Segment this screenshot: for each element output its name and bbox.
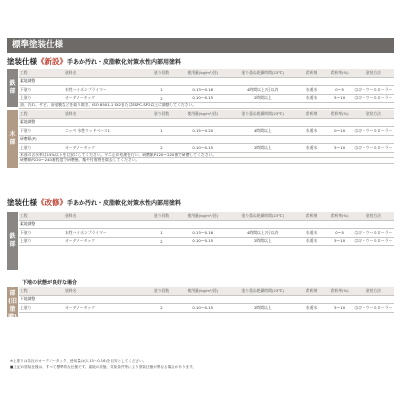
table-cell: 4時間以上 [229,127,297,136]
table-note: 木部の含水率は15%以下を目安にしてください。ヤニ止め処理を行い、研磨紙P120〜220番で研磨してください。 [19,152,394,158]
table-header-cell: 使用量(kg/m²/回) [177,287,230,295]
table-cell: はけ・ウールローラー [353,144,394,153]
page-title: 標準塗装仕様 [7,38,394,53]
side-char: 部 [9,241,16,248]
table-cell: 水道水 [297,144,327,153]
section-repair-prefix: 塗装仕様 [7,198,37,207]
table-cell [353,118,394,127]
table-cell: はけ・ウールローラー [353,86,394,95]
table-cell [147,77,177,86]
table-header-cell: 塗装方法 [353,287,394,295]
footnote: ■上記の塗装仕様は、すべて標準的な仕様です。素地の状態、気象条件等により塗装仕様が異なる場合があります。 [10,364,197,369]
table-header-cell: 塗装方法 [353,212,394,220]
table-cell [177,295,230,304]
table-cell: 4時間以上7日以内 [229,86,297,95]
table-header-row [19,110,394,118]
table-header-row [19,69,394,77]
table-row [19,295,394,304]
table-cell: 上塗り [19,304,64,313]
table-header-cell: 塗り回数 [147,110,177,118]
section-repair-subtitle: 手あか汚れ・皮脂軟化対策水性内部用塗料 [67,200,182,207]
table-cell [64,295,147,304]
table-cell: 水性ハイポンプライマー [64,86,147,95]
table-cell [297,135,327,144]
table-cell: 2 [147,304,177,313]
table-cell: はけ・ウールローラー [353,237,394,246]
table-cell: 0〜5 [327,229,353,238]
table-header-row [19,212,394,220]
new-metal-side-label [7,69,18,107]
repair-metal-block [7,212,394,270]
table-row [19,237,394,246]
table-cell [147,295,177,304]
table-header-cell: 希釈率(%) [327,287,353,295]
table-cell [297,118,327,127]
table-cell: 下地調整 [19,295,64,304]
table-row [19,229,394,238]
table-cell [64,77,147,86]
table-cell: 上塗り [19,237,64,246]
wood-good-heading: 下地の状態が良好な場合 [22,280,78,286]
table-header-cell: 塗料名 [64,287,147,295]
table-cell: 0.10〜0.15 [177,304,230,313]
table-cell: 素地調整 [19,118,64,127]
footnotes [10,359,390,370]
table-header-cell: 希釈剤 [297,69,327,77]
table-header-cell: 工程 [19,287,64,295]
table-cell [229,77,297,86]
table-cell [64,220,147,229]
table-header-cell: 塗料名 [64,110,147,118]
new-wood-side-label [7,110,18,168]
table-cell: ニッペ 水性ウッドベース1 [64,127,147,136]
table-cell: 1 [147,86,177,95]
table-cell: 素地調整 [19,77,64,86]
table-cell: 2 [147,94,177,103]
table-cell: はけ・ウールローラー [353,229,394,238]
table-cell [297,220,327,229]
table-cell [177,118,230,127]
table-cell: 水道水 [297,229,327,238]
table-cell [177,220,230,229]
table-row [19,127,394,136]
table-row [19,144,394,153]
table-header-cell: 希釈剤 [297,212,327,220]
table-cell [353,135,394,144]
new-metal-block [7,69,394,107]
table-cell: 5〜10 [327,144,353,153]
table-header-cell: 使用量(kg/m²/回) [177,69,230,77]
table-cell: 2 [147,237,177,246]
table-header-cell: 使用量(kg/m²/回) [177,110,230,118]
repair-wood-table [19,287,394,313]
new-wood-table [19,110,394,164]
table-cell: 上塗り [19,94,64,103]
table-note: 油、汚れ、サビ、旧塗膜などを取り除き、ISO 8501-1 St2またはSSPC-SP2以上に調整してください。 [19,103,394,109]
side-char: (旧塗膜) [8,298,17,321]
table-cell [297,295,327,304]
table-cell [229,295,297,304]
table-row [19,304,394,313]
table-cell: 水道水 [297,304,327,313]
table-cell: 0.10〜0.15 [177,144,230,153]
section-new-prefix: 塗装仕様 [7,57,37,66]
new-metal-table [19,69,394,109]
table-row [19,135,394,144]
table-cell: 下塗り [19,127,64,136]
table-header-row [19,287,394,295]
table-row [19,94,394,103]
table-header-cell: 希釈剤 [297,110,327,118]
side-char: 木 [9,131,16,138]
table-cell [327,295,353,304]
table-cell [353,220,394,229]
table-cell: 2時間以上 [229,237,297,246]
side-char: 鉄 [9,233,16,240]
table-cell: オーデノータック [64,94,147,103]
table-note: 研磨紙P220〜240番程度で研磨後、塵や付着物を除去してください。 [19,158,394,164]
table-cell [147,135,177,144]
table-cell [229,220,297,229]
table-cell: オーデノータック [64,237,147,246]
table-header-cell: 使用量(kg/m²/回) [177,212,230,220]
table-cell: 水道水 [297,94,327,103]
table-row [19,220,394,229]
table-cell [64,118,147,127]
table-cell [327,220,353,229]
table-cell: 水道水 [297,237,327,246]
table-cell: 0.10〜0.15 [177,237,230,246]
table-cell: 0.15〜0.20 [177,127,230,136]
table-header-cell: 塗り重ね乾燥時間(23℃) [229,110,297,118]
section-repair-tag: 《改修》 [37,198,67,207]
table-cell: 下塗り [19,229,64,238]
table-header-cell: 希釈率(%) [327,212,353,220]
table-header-cell: 工程 [19,110,64,118]
table-cell [229,135,297,144]
table-cell [353,295,394,304]
table-row [19,77,394,86]
table-header-cell: 塗り重ね乾燥時間(23℃) [229,69,297,77]
repair-metal-side-label [7,212,18,270]
table-cell [327,77,353,86]
table-cell: 2時間以上 [229,144,297,153]
repair-wood-side-label [7,282,18,321]
table-cell: 5〜10 [327,304,353,313]
section-repair-heading [7,197,181,209]
table-header-cell: 塗装方法 [353,110,394,118]
section-new-subtitle: 手あか汚れ・皮脂軟化対策水性内部用塗料 [67,59,182,66]
table-row [19,86,394,95]
table-cell [177,77,230,86]
table-header-cell: 工程 [19,69,64,77]
table-cell [353,77,394,86]
table-cell: 水道水 [297,86,327,95]
table-cell: 0〜5 [327,86,353,95]
table-cell: オーデノータック [64,304,147,313]
table-cell [147,220,177,229]
table-header-cell: 塗料名 [64,212,147,220]
table-cell [64,135,147,144]
new-wood-block [7,110,394,168]
table-cell [327,135,353,144]
table-cell: 下塗り [19,86,64,95]
table-header-cell: 希釈率(%) [327,69,353,77]
table-cell: 5〜10 [327,94,353,103]
footnote: ※上塗りは各社のオーデノータック、使用量は(1.13〜0.16)を目安としてください。 [10,359,147,363]
table-cell [229,118,297,127]
side-char: 部 [9,88,16,95]
table-cell: 素地調整 [19,220,64,229]
side-char: 木部 [9,282,16,297]
table-cell: 0〜10 [327,127,353,136]
table-header-cell: 塗料名 [64,69,147,77]
table-header-cell: 塗り重ね乾燥時間(23℃) [229,212,297,220]
table-cell: 0.13〜0.16 [177,229,230,238]
table-cell: 5〜10 [327,237,353,246]
table-note-row [19,158,394,164]
table-cell: 4時間以上7日以内 [229,229,297,238]
table-header-cell: 塗り重ね乾燥時間(23℃) [229,287,297,295]
table-note-row [19,103,394,109]
table-cell: 2 [147,144,177,153]
table-cell [327,118,353,127]
table-cell: オーデノータック [64,144,147,153]
repair-metal-table [19,212,394,246]
table-cell: 2時間以上 [229,94,297,103]
table-cell: 0.13〜0.16 [177,86,230,95]
table-cell: 1 [147,229,177,238]
table-cell: はけ・ウールローラー [353,304,394,313]
table-header-cell: 塗り回数 [147,69,177,77]
table-header-cell: 塗り回数 [147,212,177,220]
table-cell: 研磨紙(P) [19,135,64,144]
section-new-heading [7,56,181,68]
table-header-cell: 塗装方法 [353,69,394,77]
section-new-tag: 《新設》 [37,57,67,66]
table-header-cell: 塗り回数 [147,287,177,295]
table-cell: 水道水 [297,127,327,136]
table-cell [147,118,177,127]
table-row [19,118,394,127]
table-cell [177,135,230,144]
table-header-cell: 希釈剤 [297,287,327,295]
table-cell: はけ・ウールローラー [353,94,394,103]
table-cell: 2時間以上 [229,304,297,313]
table-cell: 水性ハイポンプライマー [64,229,147,238]
side-char: 鉄 [9,80,16,87]
side-char: 部 [9,139,16,146]
table-cell: 1 [147,127,177,136]
table-header-cell: 希釈率(%) [327,110,353,118]
table-cell: 0.10〜0.15 [177,94,230,103]
table-header-cell: 工程 [19,212,64,220]
table-cell [297,77,327,86]
table-cell: はけ・ウールローラー [353,127,394,136]
table-cell: 上塗り [19,144,64,153]
